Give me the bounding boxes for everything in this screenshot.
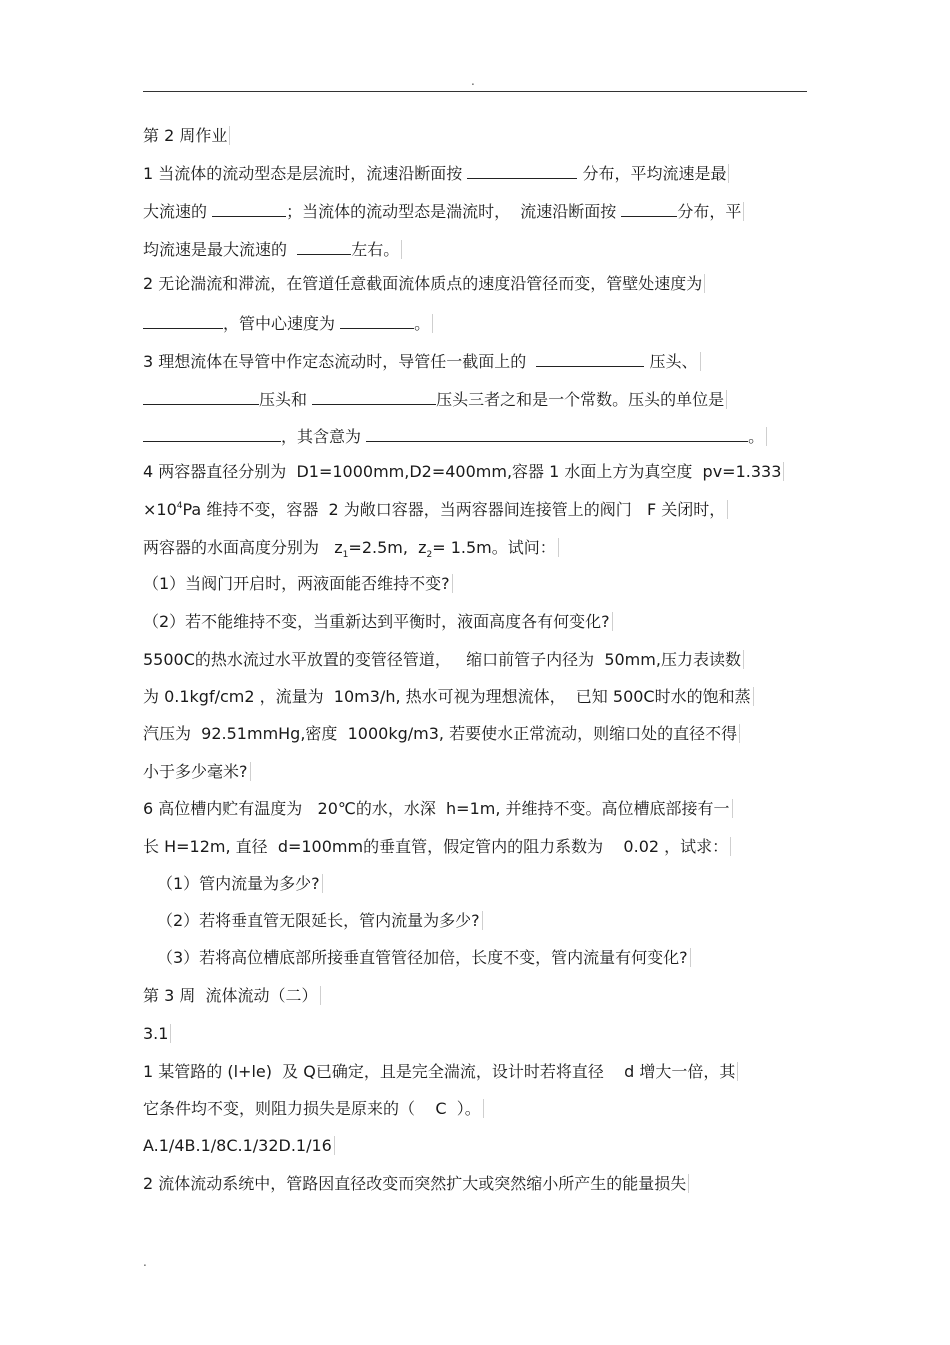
mc1-text-2: 它条件均不变，则阻力损失是原来的（ C ）。: [143, 1099, 484, 1118]
week2-title: [143, 125, 230, 147]
q5-line-3: [143, 723, 740, 745]
mc2-text-1: 2 流体流动系统中，管路因直径改变而突然扩大或突然缩小所产生的能量损失: [143, 1174, 689, 1193]
q6-text-2: 长 H=12m, 直径 d=100mm的垂直管，假定管内的阻力系数为 0.02 ，试求：: [143, 837, 731, 856]
q3-line-3: [143, 424, 767, 446]
q2-line-1: [143, 273, 705, 295]
q1-line-3: [143, 237, 402, 259]
mc2-line-1: [143, 1173, 689, 1195]
exponent: 4: [176, 501, 183, 511]
q1-text-2b: ；当流体的流动型态是湍流时， 流速沿断面按: [286, 202, 622, 221]
q6-line-1: [143, 798, 733, 820]
q3-text-1a: 3 理想流体在导管中作定态流动时，导管任一截面上的: [143, 352, 537, 371]
q6-sub-3-text: （3）若将高位槽底部所接垂直管管径加倍，长度不变，管内流量有何变化?: [157, 948, 691, 967]
q3-text-3a: ，其含意为: [281, 427, 367, 446]
q1-text-2a: 大流速的: [143, 202, 213, 221]
blank-field[interactable]: [143, 387, 259, 405]
q4-line-3: [143, 537, 559, 559]
q2-text-2a: ，管中心速度为: [223, 314, 341, 333]
blank-field[interactable]: [366, 424, 748, 442]
q5-text-3: 汽压为 92.51mmHg,密度 1000kg/m3, 若要使水正常流动，则缩口处的直径不得: [143, 724, 740, 743]
mc1-options: [143, 1135, 335, 1157]
q1-text-2c: 分布，平: [677, 202, 744, 221]
q2-text-2b: 。: [414, 314, 433, 333]
q6-sub-2-text: （2）若将垂直管无限延长，管内流量为多少?: [157, 911, 483, 930]
header-dot: .: [471, 74, 475, 88]
q6-text-1: 6 高位槽内贮有温度为 20℃的水，水深 h=1m, 并维持不变。高位槽底部接有一: [143, 799, 733, 818]
q6-sub-2: [157, 910, 483, 932]
q4-text-1: 4 两容器直径分别为 D1=1000mm,D2=400mm,容器 1 水面上方为真空度 pv=1.333: [143, 462, 784, 481]
q1-text-1b: 分布，平均流速是最: [577, 164, 729, 183]
blank-field[interactable]: [143, 424, 281, 442]
week3-title-text: 第 3 周 流体流动（二）: [143, 986, 321, 1005]
q4-text-3b: =2.5m, z: [348, 538, 427, 557]
q5-line-1: [143, 649, 744, 671]
q4-sub-2: [143, 611, 613, 633]
blank-field[interactable]: [467, 161, 577, 179]
q4-sub-2-text: （2）若不能维持不变，当重新达到平衡时，液面高度各有何变化?: [143, 612, 613, 631]
q6-sub-1: [157, 873, 323, 895]
section-3-1-text: 3.1: [143, 1024, 171, 1043]
subscript: 2: [426, 550, 433, 561]
q4-sub-1: [143, 573, 453, 595]
q4-text-2a: ×10: [143, 500, 177, 519]
q4-line-1: [143, 461, 784, 483]
q4-text-3c: = 1.5m。试问：: [432, 538, 556, 557]
q4-text-3a: 两容器的水面高度分别为 z: [143, 538, 343, 557]
q4-line-2: [143, 499, 728, 521]
header-rule: [143, 91, 807, 92]
q3-text-2b: 压头三者之和是一个常数。压头的单位是: [436, 390, 727, 409]
week3-title: [143, 985, 321, 1007]
q1-line-2: [143, 199, 744, 221]
q3-line-1: [143, 349, 701, 371]
mc1-line-1: [143, 1061, 738, 1083]
q5-text-1: 5500C的热水流过水平放置的变管径管道， 缩口前管子内径为 50mm,压力表读数: [143, 650, 744, 669]
q2-text-1: 2 无论湍流和滞流，在管道任意截面流体质点的速度沿管径而变，管壁处速度为: [143, 274, 705, 293]
q3-line-2: [143, 387, 727, 409]
q5-text-2: 为 0.1kgf/cm2 ，流量为 10m3/h, 热水可视为理想流体， 已知 500C时水的饱和蒸: [143, 687, 754, 706]
section-3-1: [143, 1023, 171, 1045]
q6-sub-3: [157, 947, 691, 969]
blank-field[interactable]: [143, 311, 223, 329]
blank-field[interactable]: [312, 387, 436, 405]
q6-line-2: [143, 836, 731, 858]
subscript: 1: [342, 550, 349, 561]
q5-line-4: [143, 761, 251, 783]
blank-field[interactable]: [536, 349, 644, 367]
mc1-line-2: [143, 1098, 484, 1120]
q4-sub-1-text: （1）当阀门开启时，两液面能否维持不变?: [143, 574, 453, 593]
q1-text-1a: 1 当流体的流动型态是层流时，流速沿断面按: [143, 164, 468, 183]
blank-field[interactable]: [297, 237, 351, 255]
week2-title-text: 第 2 周作业: [143, 126, 230, 145]
q6-sub-1-text: （1）管内流量为多少?: [157, 874, 323, 893]
q1-text-3a: 均流速是最大流速的: [143, 240, 298, 259]
q3-text-1b: 压头、: [644, 352, 700, 371]
q5-line-2: [143, 686, 754, 708]
blank-field[interactable]: [340, 311, 414, 329]
q3-text-3b: 。: [748, 427, 767, 446]
q1-text-3b: 左右。: [351, 240, 402, 259]
mc1-text-1: 1 某管路的 (l+le) 及 Q已确定，且是完全湍流，设计时若将直径 d 增大一倍，其: [143, 1062, 738, 1081]
blank-field[interactable]: [212, 199, 286, 217]
q4-text-2b: Pa 维持不变，容器 2 为敞口容器，当两容器间连接管上的阀门 F 关闭时，: [182, 500, 726, 519]
q4-text-2: [143, 500, 728, 519]
q3-text-2a: 压头和: [259, 390, 313, 409]
q4-text-3: [143, 538, 559, 561]
mc1-options-text: A.1/4B.1/8C.1/32D.1/16: [143, 1136, 335, 1155]
footer-dot: .: [143, 1255, 147, 1269]
q1-line-1: [143, 161, 729, 183]
q5-text-4: 小于多少毫米?: [143, 762, 251, 781]
blank-field[interactable]: [621, 199, 677, 217]
q2-line-2: [143, 311, 433, 333]
